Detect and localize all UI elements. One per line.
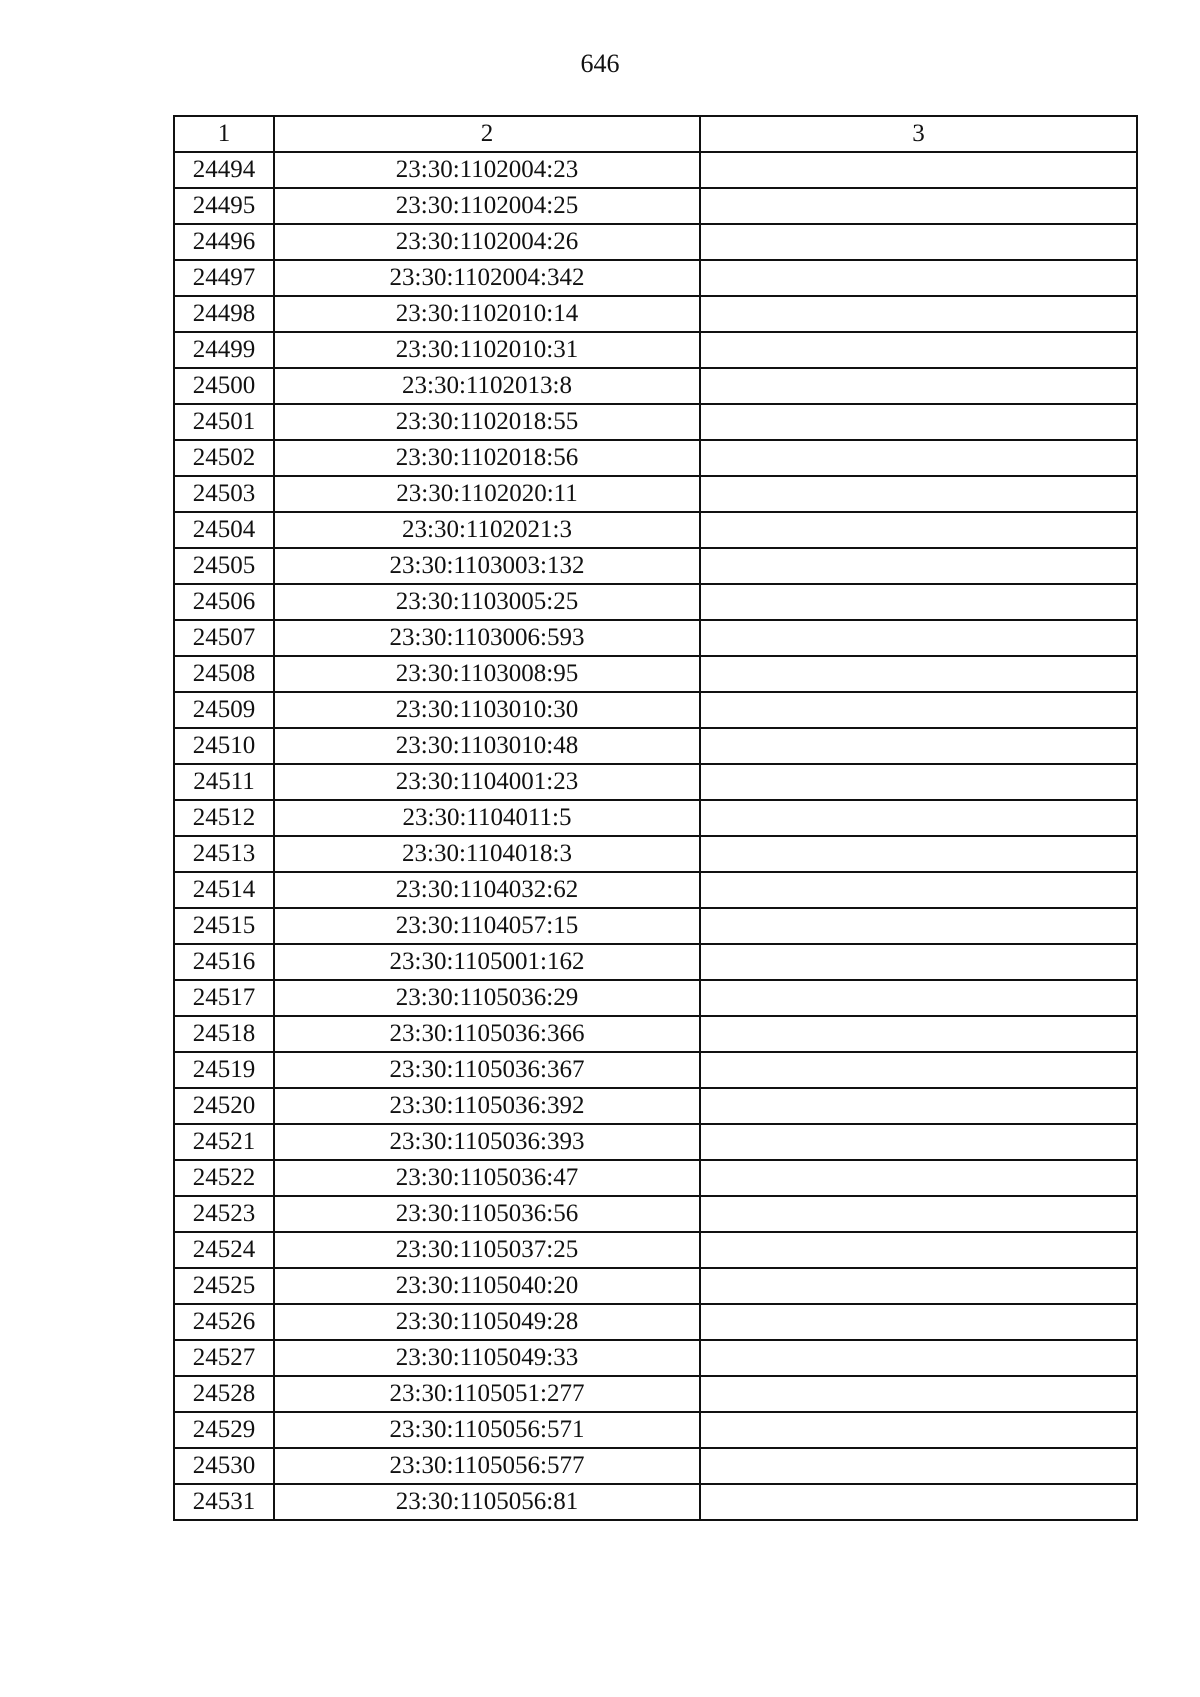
row-number-cell: 24504 — [174, 512, 274, 548]
cadastral-number-cell: 23:30:1105036:367 — [274, 1052, 700, 1088]
notes-cell — [700, 224, 1137, 260]
notes-cell — [700, 476, 1137, 512]
notes-cell — [700, 656, 1137, 692]
table-row — [174, 1376, 1137, 1412]
row-number-cell: 24528 — [174, 1376, 274, 1412]
notes-cell — [700, 800, 1137, 836]
notes-cell — [700, 980, 1137, 1016]
row-number-cell: 24531 — [174, 1484, 274, 1520]
table-row — [174, 872, 1137, 908]
row-number-cell: 24502 — [174, 440, 274, 476]
cadastral-number-cell: 23:30:1102013:8 — [274, 368, 700, 404]
table-row — [174, 692, 1137, 728]
cadastral-number-cell: 23:30:1105036:47 — [274, 1160, 700, 1196]
table-row — [174, 368, 1137, 404]
row-number-cell: 24500 — [174, 368, 274, 404]
table-row — [174, 1232, 1137, 1268]
table-row — [174, 260, 1137, 296]
column-header-2: 2 — [274, 116, 700, 152]
cadastral-number-cell: 23:30:1105036:366 — [274, 1016, 700, 1052]
row-number-cell: 24522 — [174, 1160, 274, 1196]
notes-cell — [700, 152, 1137, 188]
row-number-cell: 24526 — [174, 1304, 274, 1340]
cadastral-number-cell: 23:30:1103005:25 — [274, 584, 700, 620]
cadastral-number-cell: 23:30:1105051:277 — [274, 1376, 700, 1412]
notes-cell — [700, 188, 1137, 224]
row-number-cell: 24521 — [174, 1124, 274, 1160]
row-number-cell: 24524 — [174, 1232, 274, 1268]
notes-cell — [700, 1124, 1137, 1160]
table-row — [174, 584, 1137, 620]
row-number-cell: 24507 — [174, 620, 274, 656]
notes-cell — [700, 1412, 1137, 1448]
row-number-cell: 24510 — [174, 728, 274, 764]
notes-cell — [700, 1232, 1137, 1268]
notes-cell — [700, 908, 1137, 944]
table-row — [174, 1124, 1137, 1160]
cadastral-number-cell: 23:30:1104032:62 — [274, 872, 700, 908]
table-row — [174, 800, 1137, 836]
row-number-cell: 24515 — [174, 908, 274, 944]
row-number-cell: 24530 — [174, 1448, 274, 1484]
cadastral-number-cell: 23:30:1103010:48 — [274, 728, 700, 764]
cadastral-number-cell: 23:30:1102004:26 — [274, 224, 700, 260]
cadastral-number-cell: 23:30:1103006:593 — [274, 620, 700, 656]
cadastral-number-cell: 23:30:1102020:11 — [274, 476, 700, 512]
row-number-cell: 24494 — [174, 152, 274, 188]
table-row — [174, 908, 1137, 944]
column-header-3: 3 — [700, 116, 1137, 152]
cadastral-number-cell: 23:30:1105036:56 — [274, 1196, 700, 1232]
row-number-cell: 24498 — [174, 296, 274, 332]
cadastral-number-cell: 23:30:1104018:3 — [274, 836, 700, 872]
notes-cell — [700, 1304, 1137, 1340]
cadastral-number-cell: 23:30:1104001:23 — [274, 764, 700, 800]
table-row — [174, 980, 1137, 1016]
notes-cell — [700, 764, 1137, 800]
notes-cell — [700, 512, 1137, 548]
row-number-cell: 24497 — [174, 260, 274, 296]
notes-cell — [700, 1340, 1137, 1376]
cadastral-number-cell: 23:30:1102021:3 — [274, 512, 700, 548]
row-number-cell: 24529 — [174, 1412, 274, 1448]
table-row — [174, 296, 1137, 332]
table-row — [174, 1016, 1137, 1052]
row-number-cell: 24503 — [174, 476, 274, 512]
table-row — [174, 1088, 1137, 1124]
table-row — [174, 836, 1137, 872]
notes-cell — [700, 368, 1137, 404]
page-number: 646 — [580, 49, 620, 78]
cadastral-number-cell: 23:30:1105056:81 — [274, 1484, 700, 1520]
table-row — [174, 404, 1137, 440]
cadastral-number-cell: 23:30:1102004:23 — [274, 152, 700, 188]
cadastral-number-cell: 23:30:1102010:31 — [274, 332, 700, 368]
cadastral-number-cell: 23:30:1105049:33 — [274, 1340, 700, 1376]
notes-cell — [700, 296, 1137, 332]
row-number-cell: 24513 — [174, 836, 274, 872]
row-number-cell: 24496 — [174, 224, 274, 260]
table-row — [174, 224, 1137, 260]
table-row — [174, 728, 1137, 764]
row-number-cell: 24508 — [174, 656, 274, 692]
notes-cell — [700, 836, 1137, 872]
data-table — [173, 115, 1138, 1521]
row-number-cell: 24516 — [174, 944, 274, 980]
notes-cell — [700, 332, 1137, 368]
notes-cell — [700, 692, 1137, 728]
table-row — [174, 476, 1137, 512]
cadastral-number-cell: 23:30:1103008:95 — [274, 656, 700, 692]
table-row — [174, 332, 1137, 368]
notes-cell — [700, 1052, 1137, 1088]
cadastral-number-cell: 23:30:1103010:30 — [274, 692, 700, 728]
row-number-cell: 24517 — [174, 980, 274, 1016]
row-number-cell: 24519 — [174, 1052, 274, 1088]
notes-cell — [700, 440, 1137, 476]
cadastral-number-cell: 23:30:1105056:571 — [274, 1412, 700, 1448]
cadastral-number-cell: 23:30:1102004:25 — [274, 188, 700, 224]
row-number-cell: 24506 — [174, 584, 274, 620]
table-row — [174, 1448, 1137, 1484]
row-number-cell: 24514 — [174, 872, 274, 908]
cadastral-number-cell: 23:30:1102010:14 — [274, 296, 700, 332]
table-row — [174, 944, 1137, 980]
cadastral-number-cell: 23:30:1105040:20 — [274, 1268, 700, 1304]
table-row — [174, 188, 1137, 224]
cadastral-number-cell: 23:30:1104057:15 — [274, 908, 700, 944]
notes-cell — [700, 1196, 1137, 1232]
table-row — [174, 548, 1137, 584]
cadastral-number-cell: 23:30:1102018:56 — [274, 440, 700, 476]
table-row — [174, 1268, 1137, 1304]
notes-cell — [700, 944, 1137, 980]
table-row — [174, 620, 1137, 656]
cadastral-number-cell: 23:30:1105056:577 — [274, 1448, 700, 1484]
table-row — [174, 1412, 1137, 1448]
notes-cell — [700, 728, 1137, 764]
row-number-cell: 24495 — [174, 188, 274, 224]
cadastral-number-cell: 23:30:1105049:28 — [274, 1304, 700, 1340]
notes-cell — [700, 1448, 1137, 1484]
cadastral-number-cell: 23:30:1105036:392 — [274, 1088, 700, 1124]
notes-cell — [700, 584, 1137, 620]
table-row — [174, 152, 1137, 188]
notes-cell — [700, 1376, 1137, 1412]
table-row — [174, 1160, 1137, 1196]
row-number-cell: 24501 — [174, 404, 274, 440]
table-header-row — [174, 116, 1137, 152]
row-number-cell: 24505 — [174, 548, 274, 584]
table-row — [174, 656, 1137, 692]
table-row — [174, 1052, 1137, 1088]
row-number-cell: 24518 — [174, 1016, 274, 1052]
notes-cell — [700, 260, 1137, 296]
cadastral-number-cell: 23:30:1105036:29 — [274, 980, 700, 1016]
cadastral-number-cell: 23:30:1102004:342 — [274, 260, 700, 296]
table-row — [174, 1304, 1137, 1340]
table-row — [174, 1196, 1137, 1232]
table-row — [174, 1340, 1137, 1376]
notes-cell — [700, 872, 1137, 908]
row-number-cell: 24527 — [174, 1340, 274, 1376]
table-row — [174, 440, 1137, 476]
cadastral-number-cell: 23:30:1104011:5 — [274, 800, 700, 836]
table-row — [174, 1484, 1137, 1520]
cadastral-number-cell: 23:30:1105036:393 — [274, 1124, 700, 1160]
notes-cell — [700, 1088, 1137, 1124]
column-header-1: 1 — [174, 116, 274, 152]
row-number-cell: 24525 — [174, 1268, 274, 1304]
row-number-cell: 24509 — [174, 692, 274, 728]
notes-cell — [700, 1484, 1137, 1520]
row-number-cell: 24499 — [174, 332, 274, 368]
notes-cell — [700, 404, 1137, 440]
row-number-cell: 24512 — [174, 800, 274, 836]
row-number-cell: 24523 — [174, 1196, 274, 1232]
row-number-cell: 24511 — [174, 764, 274, 800]
table-row — [174, 512, 1137, 548]
cadastral-number-cell: 23:30:1105001:162 — [274, 944, 700, 980]
notes-cell — [700, 620, 1137, 656]
cadastral-number-cell: 23:30:1105037:25 — [274, 1232, 700, 1268]
notes-cell — [700, 1160, 1137, 1196]
notes-cell — [700, 1268, 1137, 1304]
cadastral-number-cell: 23:30:1103003:132 — [274, 548, 700, 584]
table-row — [174, 764, 1137, 800]
notes-cell — [700, 1016, 1137, 1052]
notes-cell — [700, 548, 1137, 584]
cadastral-number-cell: 23:30:1102018:55 — [274, 404, 700, 440]
table-body — [174, 152, 1137, 1520]
row-number-cell: 24520 — [174, 1088, 274, 1124]
